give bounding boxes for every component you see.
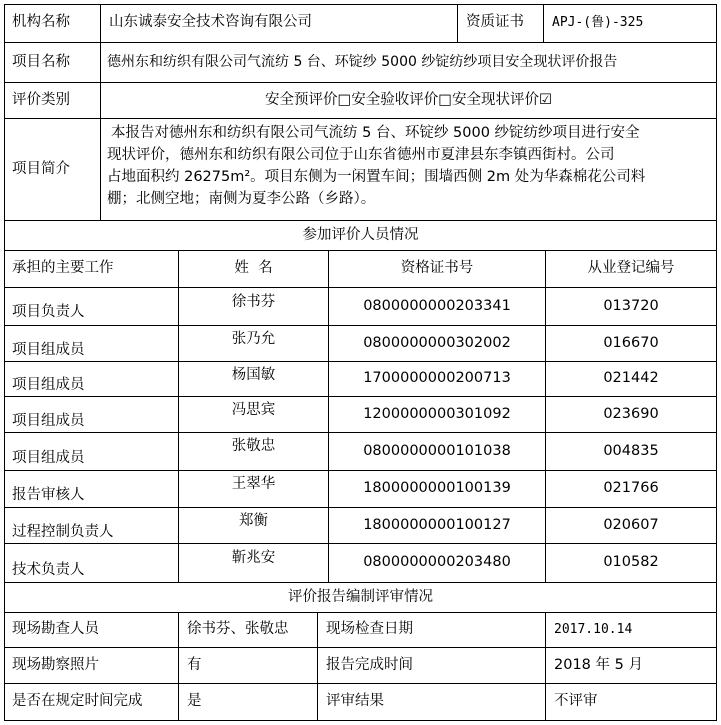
project-intro-label: 项目简介 [12, 160, 70, 177]
review-value: 2017.10.14 [554, 622, 633, 638]
role-cell: 技术负责人 [12, 561, 85, 578]
review-value: 2018 年 5 月 [554, 656, 643, 673]
name-cell: 张乃允 [231, 331, 276, 347]
reg-cell: 004835 [603, 442, 659, 459]
evaluation-type-value: 安全预评价□安全验收评价□安全现状评价☑ [265, 91, 552, 108]
review-value: 徐书芬、张敬忠 [187, 621, 289, 638]
reg-cell: 016670 [603, 334, 659, 351]
reg-cell: 020607 [603, 516, 659, 533]
evaluation-type-label: 评价类别 [12, 91, 70, 108]
org-name-label: 机构名称 [12, 14, 70, 31]
role-cell: 项目组成员 [12, 376, 85, 393]
intro-line: 占地面积约 26275m²。项目东侧为一闲置车间；围墙西侧 2m 处为华森棉花公司料 [107, 169, 646, 185]
name-cell: 靳兆安 [231, 550, 276, 566]
review-section-title: 评价报告编制评审情况 [288, 588, 433, 605]
cert-label: 资质证书 [466, 14, 524, 31]
reg-cell: 021766 [603, 480, 659, 497]
cert-cell: 1800000000100139 [363, 480, 511, 497]
name-cell: 郑衡 [239, 513, 268, 529]
cert-value: APJ-(鲁)-325 [552, 15, 644, 31]
intro-line: 本报告对德州东和纺织有限公司气流纺 5 台、环锭纱 5000 纱锭纺纱项目进行安全 [111, 125, 640, 141]
cert-cell: 1200000000301092 [363, 405, 511, 422]
evaluation-info-table [4, 4, 717, 721]
role-cell: 项目组成员 [12, 412, 85, 429]
intro-line: 棚；北侧空地；南侧为夏李公路（乡路）。 [107, 191, 376, 207]
role-cell: 报告审核人 [12, 486, 85, 503]
cert-cell: 0800000000101038 [363, 442, 511, 459]
role-cell: 项目负责人 [12, 303, 85, 320]
cert-cell: 1700000000200713 [363, 370, 511, 387]
cert-cell: 0800000000203341 [363, 297, 511, 314]
role-cell: 过程控制负责人 [12, 523, 114, 540]
col-header-reg: 从业登记编号 [587, 260, 675, 277]
reg-cell: 010582 [603, 554, 659, 571]
review-label: 现场勘查人员 [12, 621, 99, 638]
name-cell: 王翠华 [231, 476, 276, 492]
cert-cell: 1800000000100127 [363, 516, 511, 533]
col-header-cert: 资格证书号 [400, 260, 474, 277]
col-header-name: 姓 名 [234, 260, 273, 277]
name-cell: 张敬忠 [231, 438, 276, 454]
review-value: 有 [187, 656, 202, 673]
review-value: 是 [187, 693, 202, 710]
role-cell: 项目组成员 [12, 341, 85, 358]
review-label: 现场检查日期 [326, 621, 413, 638]
project-name-value: 德州东和纺织有限公司气流纺 5 台、环锭纱 5000 纱锭纺纱项目安全现状评价报告 [107, 54, 618, 71]
review-value: 不评审 [554, 693, 598, 710]
org-name-value: 山东诚泰安全技术咨询有限公司 [109, 14, 312, 31]
name-cell: 徐书芬 [231, 294, 276, 310]
project-intro-text [101, 120, 716, 220]
project-name-label: 项目名称 [12, 53, 70, 70]
reg-cell: 021442 [603, 370, 659, 387]
cert-cell: 0800000000302002 [363, 334, 511, 351]
review-label: 现场勘察照片 [12, 656, 99, 673]
name-cell: 杨国敏 [231, 367, 276, 383]
review-label: 报告完成时间 [326, 656, 413, 673]
reg-cell: 013720 [603, 297, 659, 314]
name-cell: 冯思宾 [231, 402, 276, 418]
review-label: 是否在规定时间完成 [12, 693, 143, 710]
review-label: 评审结果 [326, 693, 384, 710]
reg-cell: 023690 [603, 405, 659, 422]
cert-cell: 0800000000203480 [363, 554, 511, 571]
role-cell: 项目组成员 [12, 449, 85, 466]
personnel-section-title: 参加评价人员情况 [302, 226, 419, 243]
intro-line: 现状评价，德州东和纺织有限公司位于山东省德州市夏津县东李镇西街村。公司 [107, 147, 615, 163]
col-header-role: 承担的主要工作 [12, 260, 114, 277]
